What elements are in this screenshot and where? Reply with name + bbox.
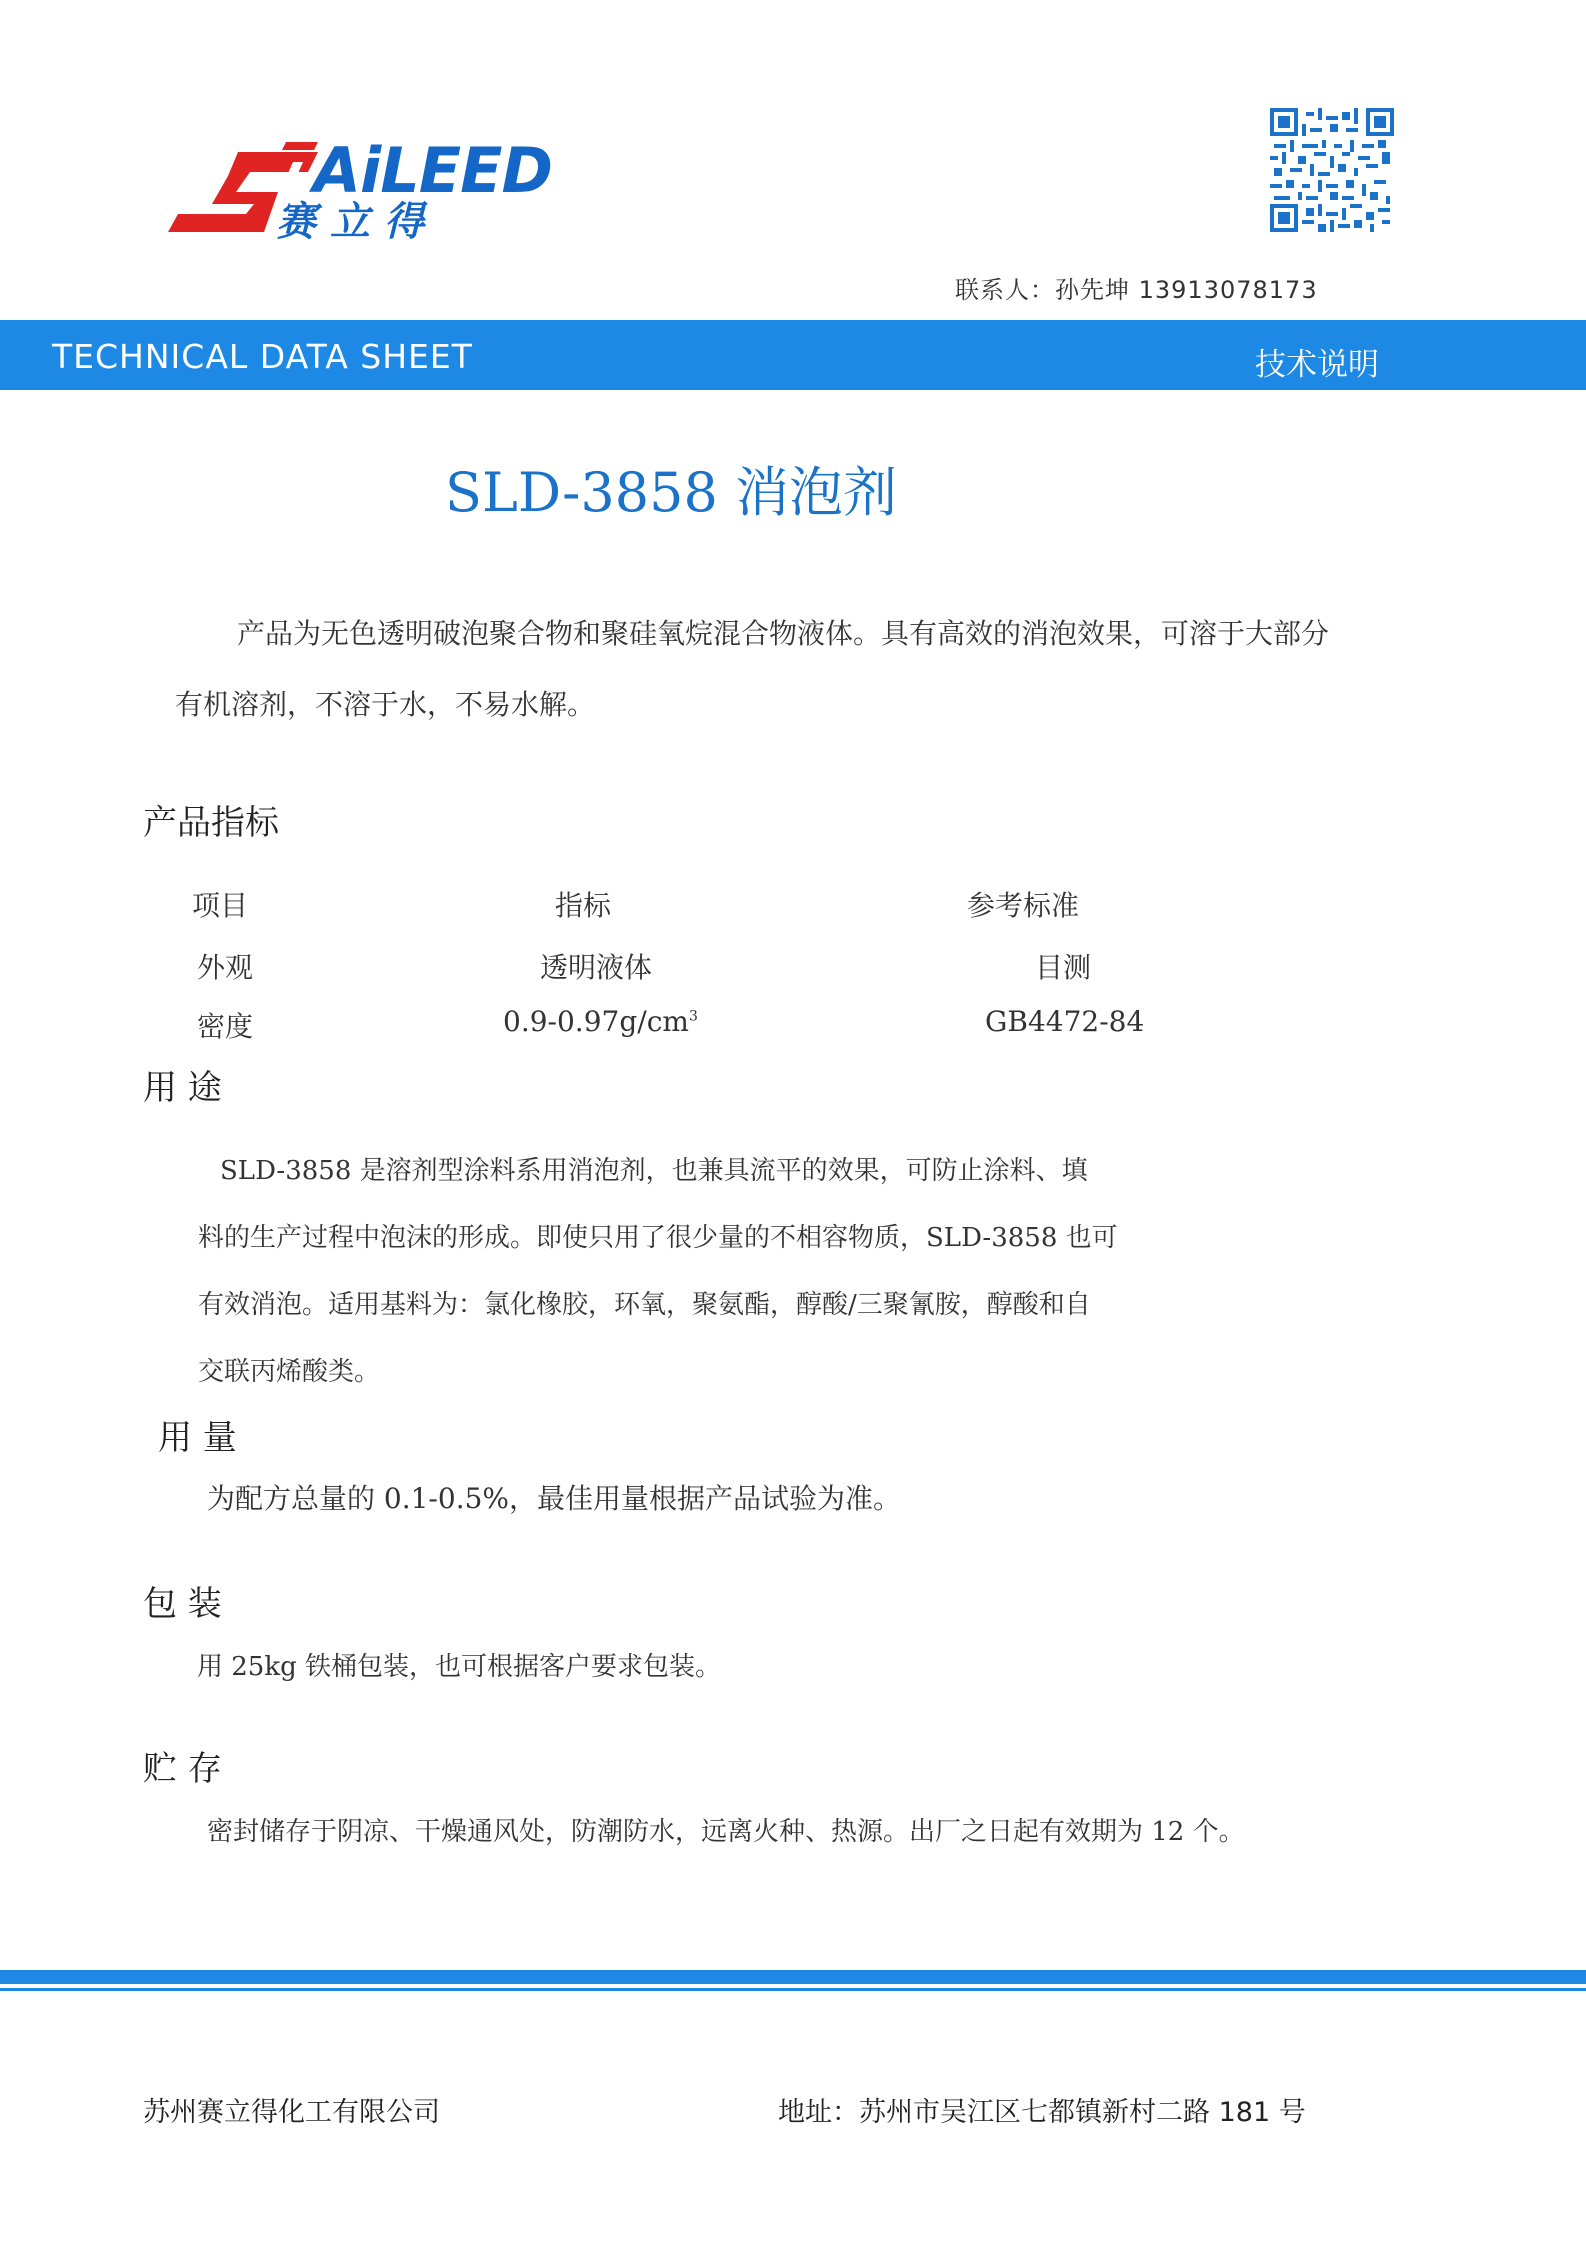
contact-info: 联系人：孙先坤 13913078173 bbox=[955, 276, 1318, 304]
packaging-heading: 包 装 bbox=[143, 1584, 222, 1624]
dosage-text: 为配方总量的 0.1-0.5%，最佳用量根据产品试验为准。 bbox=[207, 1482, 902, 1515]
storage-heading: 贮 存 bbox=[143, 1749, 222, 1789]
spec-row-appearance-value: 透明液体 bbox=[540, 951, 653, 984]
spec-row-density-label: 密度 bbox=[197, 1010, 254, 1043]
footer-divider-thin bbox=[0, 1988, 1586, 1991]
footer-company-name: 苏州赛立得化工有限公司 bbox=[143, 2097, 440, 2128]
dosage-heading: 用 量 bbox=[158, 1418, 237, 1458]
usage-heading: 用 途 bbox=[143, 1068, 222, 1108]
usage-line-3: 有效消泡。适用基料为：氯化橡胶，环氧，聚氨酯，醇酸/三聚氰胺，醇酸和自 bbox=[198, 1290, 1091, 1320]
logo-wordmark: AiLEED bbox=[313, 134, 552, 207]
company-logo bbox=[168, 134, 552, 250]
spec-header-indicator: 指标 bbox=[555, 889, 612, 922]
product-title: SLD-3858 消泡剂 bbox=[445, 461, 897, 524]
spec-heading: 产品指标 bbox=[143, 803, 279, 843]
spec-header-item: 项目 bbox=[192, 889, 249, 922]
spec-row-density-standard: GB4472-84 bbox=[985, 1005, 1145, 1038]
banner-title: TECHNICAL DATA SHEET bbox=[52, 337, 473, 376]
logo-chinese-name: 赛立得 bbox=[276, 199, 438, 245]
intro-line-2: 有机溶剂，不溶于水，不易水解。 bbox=[175, 688, 596, 721]
intro-line-1: 产品为无色透明破泡聚合物和聚硅氧烷混合物液体。具有高效的消泡效果，可溶于大部分 bbox=[237, 617, 1330, 650]
qr-code-icon bbox=[1270, 108, 1394, 232]
usage-line-4: 交联丙烯酸类。 bbox=[198, 1357, 381, 1387]
spec-row-density-value: $0.9-0.97g/cm^3$ bbox=[503, 1005, 698, 1038]
spec-row-appearance-standard: 目测 bbox=[1035, 951, 1092, 984]
packaging-text: 用 25kg 铁桶包装，也可根据客户要求包装。 bbox=[197, 1652, 722, 1682]
spec-header-standard: 参考标准 bbox=[967, 889, 1080, 922]
footer-divider bbox=[0, 1970, 1586, 1984]
usage-line-1: SLD-3858 是溶剂型涂料系用消泡剂，也兼具流平的效果，可防止涂料、填 bbox=[220, 1156, 1088, 1186]
spec-row-appearance-label: 外观 bbox=[197, 951, 254, 984]
banner-subtitle: 技术说明 bbox=[1255, 347, 1379, 383]
footer-address: 地址：苏州市吴江区七都镇新村二路 181 号 bbox=[778, 2097, 1306, 2128]
usage-line-2: 料的生产过程中泡沫的形成。即使只用了很少量的不相容物质，SLD-3858 也可 bbox=[198, 1223, 1118, 1253]
density-unit-exponent: 3 bbox=[688, 1008, 698, 1025]
storage-text: 密封储存于阴凉、干燥通风处，防潮防水，远离火种、热源。出厂之日起有效期为 12 个。 bbox=[207, 1817, 1245, 1847]
